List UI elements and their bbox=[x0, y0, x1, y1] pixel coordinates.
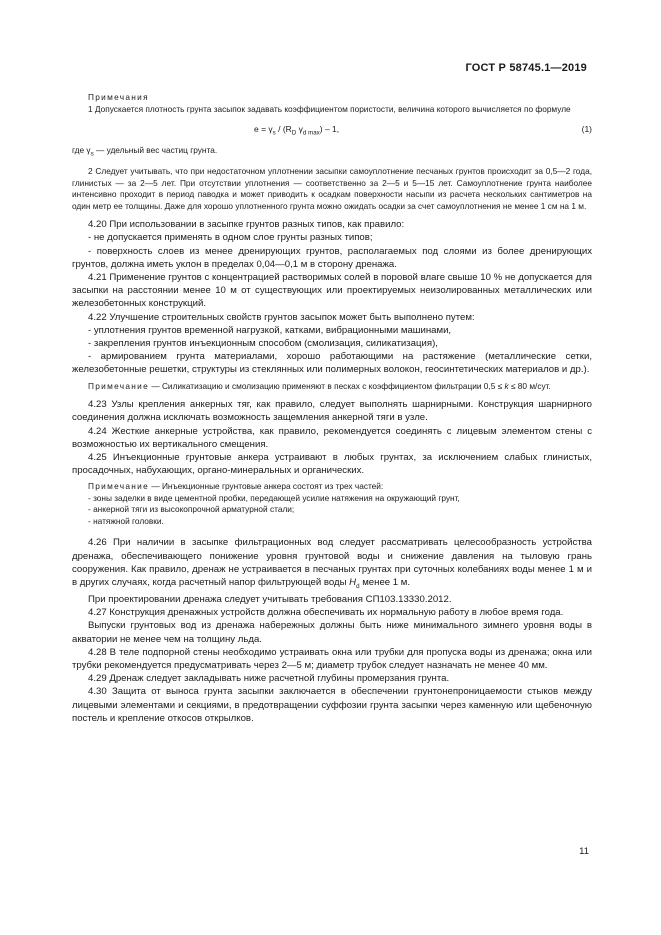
formula-1 bbox=[72, 115, 592, 145]
clause-4-29: 4.29 Дренаж следует закладывать ниже расчетной глубины промерзания грунта. bbox=[88, 673, 450, 685]
clause-4-23: 4.23 Узлы крепления анкерных тяг, как правило, следует выполнять шарнирными. Конструкция шарнирного соединения должна исключать возможность защемления анкерной тяги в узле. bbox=[72, 399, 592, 424]
formula-where: где $\gamma_s$ — удельный вес частиц грунта. bbox=[72, 145, 218, 158]
page-number: 11 bbox=[579, 846, 589, 857]
clause-4-25: 4.25 Инъекционные грунтовые анкера устраивают в любых грунтах, за исключением слабых глинистых, просадочных, набухающих, органо-минеральных и органических. bbox=[72, 451, 592, 477]
clause-4-20-item-1: - не допускается применять в одном слое грунты разных типов; bbox=[88, 232, 373, 244]
clause-4-21: 4.21 Применение грунтов с концентрацией растворимых солей в поровой влаге свыше 10 % не допускается для засыпки на расстоянии менее 10 м от существующих или проектируемых неизолированных металлических или железобетонных конструкций. bbox=[72, 271, 592, 310]
standard-header: ГОСТ Р 58745.1—2019 bbox=[465, 62, 587, 74]
clause-4-22-item-2: - закрепления грунтов инъекционным способом (смолизация, силикатизация), bbox=[88, 337, 438, 349]
formula-expression: $e = \gamma_s / (R_D$ $\gamma_{d max}) - 1$, bbox=[254, 124, 340, 137]
clause-4-20: 4.20 При использовании в засыпке грунтов разных типов, как правило: bbox=[88, 219, 405, 231]
clause-4-22-item-1: - уплотнения грунтов временной нагрузкой, катками, вибрационными машинами, bbox=[88, 324, 452, 336]
formula-number: (1) bbox=[581, 124, 592, 134]
clause-4-28: 4.28 В теле подпорной стены необходимо устраивать окна или трубки для пропуска воды из дренажа; окна или трубки рекомендуется предусматривать через 2—5 м; диаметр трубок следует назначать не менее 40 мм. bbox=[72, 646, 592, 672]
note-2: 2 Следует учитывать, что при недостаточном уплотнении засыпки самоуплотнение песчаных грунтов происходит за 0,5—2 года, глинистых — за 2—5 лет. При отсутствии уплотнения — соответственно за 2—5 и 5—15 лет. Самоуплотнение грунта наиболее интенсивно проходит в период паводка и может приводить к осадкам поверхности насыпи из расчета нескольких сантиметров на один метр ее толщины. Даже для хорошо уплотненного грунта можно ожидать осадки за счет самоуплотнения не менее 1 см на 1 м. bbox=[72, 166, 592, 211]
note-anchors-item-2: - анкерной тяги из высокопрочной арматурной стали; bbox=[88, 504, 295, 515]
clause-4-26: 4.26 При наличии в засыпке фильтрационных вод следует рассматривать целесообразность устройства дренажа, обеспечивающего понижение уровня грунтовой воды и снижение давления на тыловую грань сооружения. Как правило, дренаж не устраивается в песчаных грунтах при суточных колебаниях воды менее 1 м и в других случаях, когда расчетный напор фильтрующей воды $H_d$ менее 1 м. bbox=[72, 537, 592, 590]
clause-4-27-outlets: Выпуски грунтовых вод из дренажа набережных должны быть ниже минимального зимнего уровня воды в акватории не менее чем на толщину льда. bbox=[72, 620, 592, 645]
clause-4-22-item-3: - армированием грунта материалами, хорошо работающими на растяжение (металлические сетки, железобетонные решетки, структуры из стеклянных или полимерных волокон, геосинтетических материалов и др.). bbox=[72, 351, 592, 376]
note-1: 1 Допускается плотность грунта засыпок задавать коэффициентом пористости, величина которого вычисляется по формуле bbox=[88, 103, 571, 114]
clause-4-26-drainage-design: При проектировании дренажа следует учитывать требования СП103.13330.2012. bbox=[88, 594, 452, 606]
page-body bbox=[72, 92, 592, 725]
note-anchors-item-3: - натяжной головки. bbox=[88, 515, 164, 526]
notes-title: Примечания bbox=[88, 92, 149, 102]
clause-4-27: 4.27 Конструкция дренажных устройств должна обеспечивать их нормальную работу в любое время года. bbox=[88, 607, 564, 619]
note-silicatization: Примечание — Силикатизацию и смолизацию применяют в песках с коэффициентом фильтрации 0,5 ≤ k ≤ 80 м/сут. bbox=[88, 380, 551, 391]
clause-4-22: 4.22 Улучшение строительных свойств грунтов засыпок может быть выполнено путем: bbox=[88, 311, 475, 323]
note-anchors-item-1: - зоны заделки в виде цементной пробки, передающей усилие натяжения на окружающий грунт, bbox=[88, 492, 460, 503]
clause-4-20-item-2: - поверхность слоев из менее дренирующих грунтов, располагаемых под слоями из более дренирующих грунтов, должна иметь уклон в пределах 0,04—0,1 м в сторону дренажа. bbox=[72, 245, 592, 270]
note-anchors: Примечание — Инъекционные грунтовые анкера состоят из трех частей: bbox=[88, 481, 384, 492]
clause-4-24: 4.24 Жесткие анкерные устройства, как правило, рекомендуется соединять с лицевым элементом стены с возможностью их вертикального смещения. bbox=[72, 425, 592, 450]
clause-4-30: 4.30 Защита от выноса грунта засыпки заключается в обеспечении грунтонепроницаемости стыков между лицевыми элементами и секциями, в предотвращении суффозии грунта засыпки через каменную или щебеночную постель и крепление откосов открылков. bbox=[72, 686, 592, 724]
